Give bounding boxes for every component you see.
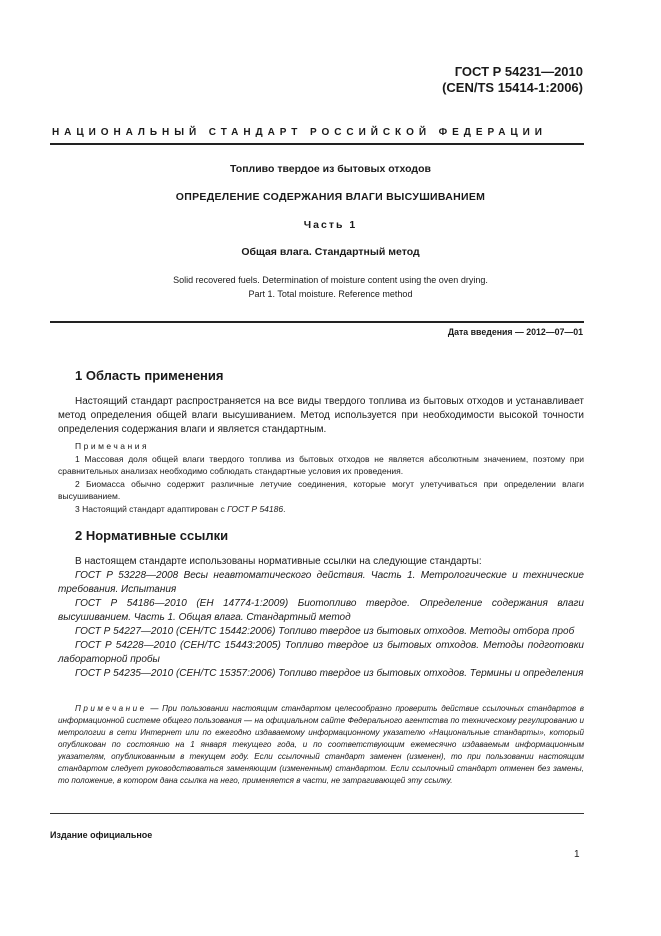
- section-1-notes: [58, 440, 584, 515]
- reference-item: ГОСТ Р 53228—2008 Весы неавтоматического действия. Часть 1. Метрологические и технические требования. Испытания: [58, 570, 584, 595]
- section-1-body: [58, 395, 584, 437]
- reference-item: ГОСТ Р 54227—2010 (СЕН/ТС 15442:2006) Топливо твердое из бытовых отходов. Методы отбора проб: [75, 626, 575, 637]
- title-subject: Топливо твердое из бытовых отходов: [230, 163, 431, 175]
- notes-heading: Примечания: [75, 441, 150, 451]
- national-standard-banner: НАЦИОНАЛЬНЫЙ СТАНДАРТ РОССИЙСКОЙ ФЕДЕРАЦИИ: [52, 127, 547, 138]
- references-intro: В настоящем стандарте использованы нормативные ссылки на следующие стандарты:: [75, 556, 482, 567]
- reference-item: ГОСТ Р 54228—2010 (СЕН/ТС 15443:2005) Топливо твердое из бытовых отходов. Методы подготовки лабораторной пробы: [58, 640, 584, 665]
- note-2: 2 Биомасса обычно содержит различные летучие соединения, которые могут улетучиваться при определении влаги высушиванием.: [58, 478, 584, 501]
- section-2-body: [58, 555, 584, 681]
- title-main: ОПРЕДЕЛЕНИЕ СОДЕРЖАНИЯ ВЛАГИ ВЫСУШИВАНИЕМ: [175, 191, 486, 203]
- note-3-prefix: 3 Настоящий стандарт адаптирован с: [75, 503, 228, 514]
- official-edition-label: Издание официальное: [50, 830, 153, 840]
- references-note-label: Примечание: [75, 704, 147, 713]
- reference-item: ГОСТ Р 54186—2010 (ЕН 14774-1:2009) Биотопливо твердое. Определение содержания влаги высушиванием. Часть 1. Общая влага. Стандартный метод: [58, 598, 584, 623]
- standard-code-cen: (CEN/TS 15414-1:2006): [442, 80, 583, 95]
- standard-code: ГОСТ Р 54231—2010: [454, 64, 583, 79]
- title-rule: [50, 321, 584, 323]
- references-note-paragraph: [58, 703, 584, 787]
- introduction-date: Дата введения — 2012—07—01: [447, 327, 583, 337]
- references-note-text: — При пользовании настоящим стандартом целесообразно проверить действие ссылочных стандартов в информационной системе общего пользования — на официальном сайте Федерального агентства по техническому регулированию и метрологии в сети Интернет или по ежегодно издаваемому информационному указателю «Национальные стандарты», который опубликован по состоянию на 1 января текущего года, и по соответствующим ежемесячно издаваемым информационным указателям, опубликованным в текущем году. Если ссылочный стандарт заменен (изменен), то при пользовании настоящим стандартом следует руководствоваться заменяющим (измененным) стандартом. Если ссылочный стандарт отменен без замены, то положение, в котором дана ссылка на него, применяется в части, не затрагивающей эту ссылку.: [58, 704, 584, 785]
- english-title-line1: Solid recovered fuels. Determination of moisture content using the oven drying.: [173, 275, 488, 285]
- note-3-reference: ГОСТ Р 54186: [227, 503, 284, 514]
- scope-paragraph: Настоящий стандарт распространяется на все виды твердого топлива из бытовых отходов и устанавливает метод определения общей влаги высушиванием. Метод используется при необходимости высокой точности определения содержания влаги и является стандартным.: [58, 396, 584, 435]
- english-title-line2: Part 1. Total moisture. Reference method: [248, 289, 413, 299]
- header-rule: [50, 143, 584, 145]
- title-part-name: Общая влага. Стандартный метод: [241, 246, 420, 258]
- note-3-suffix: .: [283, 503, 286, 514]
- note-3: [58, 503, 584, 516]
- title-part: Часть 1: [303, 219, 358, 231]
- section-1-heading: 1 Область применения: [75, 368, 224, 383]
- english-title: [0, 273, 661, 301]
- page-number: 1: [574, 849, 580, 860]
- reference-item: ГОСТ Р 54235—2010 (СЕН/ТС 15357:2006) Топливо твердое из бытовых отходов. Термины и определения: [75, 668, 584, 679]
- note-1: 1 Массовая доля общей влаги твердого топлива из бытовых отходов не является абсолютным значением, поэтому при сравнительных анализах необходимо соблюдать стандартные условия их проведения.: [58, 453, 584, 476]
- standard-code-block: [442, 64, 583, 96]
- references-note: [58, 703, 584, 787]
- section-2-heading: 2 Нормативные ссылки: [75, 528, 229, 543]
- footer-rule: [50, 813, 584, 814]
